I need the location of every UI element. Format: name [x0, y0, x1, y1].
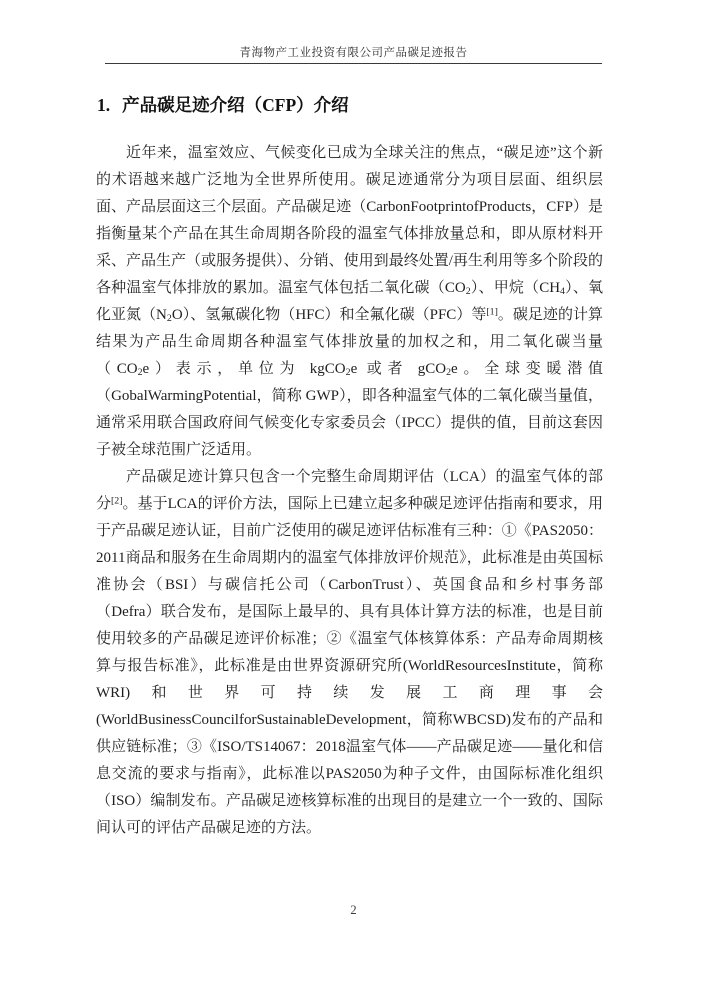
header-divider — [105, 63, 602, 64]
page-number: 2 — [350, 903, 357, 917]
document-body — [96, 140, 603, 842]
section-heading-text: 产品碳足迹介绍（CFP）介绍 — [122, 95, 349, 115]
paragraph-cfp-intro: 近年来，温室效应、气候变化已成为全球关注的焦点，“碳足迹”这个新的术语越来越广泛地为全世界所使用。碳足迹通常分为项目层面、组织层面、产品层面这三个层面。产品碳足迹（CarbonFootprintofProducts，CFP）是指衡量某个产品在其生命周期各阶段的温室气体排放量总和，即从原材料开采、产品生产（或服务提供）、分销、使用到最终处置/再生利用等多个阶段的各种温室气体排放的累加。温室气体包括二氧化碳$(CO_2)$、甲烷$(CH_4)$、氧化亚氮$(N_2O)$、氢氟碳化物（HFC）和全氟化碳（PFC）等[1]。碳足迹的计算结果为产品生命周期各种温室气体排放量的加权之和，用二氧化碳当量$(CO_2e)$表示，单位为 kgCO$_2$e 或者 gCO$_2$e。全球变暖潜值（GobalWarmingPotential，简称 GWP），即各种温室气体的二氧化碳当量值，通常采用联合国政府间气候变化专家委员会（IPCC）提供的值，目前这套因子被全球范围广泛适用。 — [96, 145, 603, 458]
page-header-title: 青海物产工业投资有限公司产品碳足迹报告 — [239, 47, 468, 59]
section-heading — [97, 92, 349, 117]
section-heading-number: 1. — [97, 95, 111, 115]
paragraph-cfp-standards: 产品碳足迹计算只包含一个完整生命周期评估（LCA）的温室气体的部分[2]。基于LCA的评价方法，国际上已建立起多种碳足迹评估指南和要求，用于产品碳足迹认证，目前广泛使用的碳足迹评估标准有三种：①《PAS2050：2011商品和服务在生命周期内的温室气体排放评价规范》，此标准是由英国标准协会（BSI）与碳信托公司（CarbonTrust）、英国食品和乡村事务部（Defra）联合发布，是国际上最早的、具有具体计算方法的标准，也是目前使用较多的产品碳足迹评价标准；②《温室气体核算体系：产品寿命周期核算与报告标准》，此标准是由世界资源研究所(WorldResourcesInstitute，简称WRI)和世界可持续发展工商理事会(WorldBusinessCouncilforSustainableDevelopment，简称WBCSD)发布的产品和供应链标准；③《ISO/TS14067：2018温室气体——产品碳足迹——量化和信息交流的要求与指南》，此标准以PAS2050为种子文件，由国际标准化组织（ISO）编制发布。产品碳足迹核算标准的出现目的是建立一个一致的、国际间认可的评估产品碳足迹的方法。 — [96, 469, 603, 836]
